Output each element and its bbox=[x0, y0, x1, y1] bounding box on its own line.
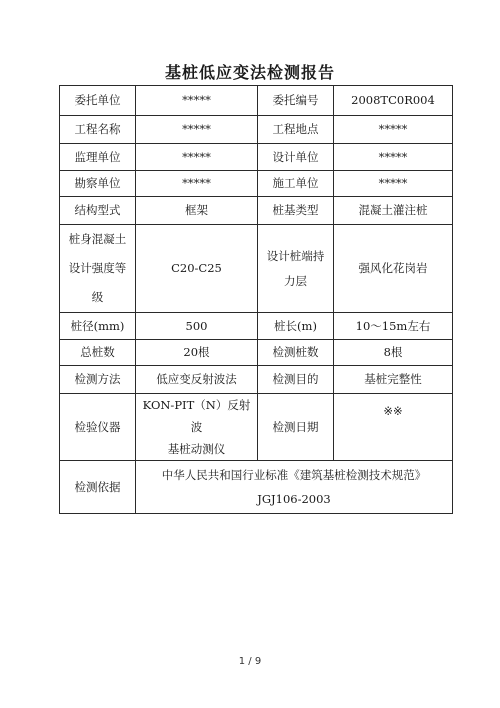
pile-length-value: 10～15m左右 bbox=[334, 313, 453, 340]
pile-diameter-value: 500 bbox=[136, 313, 258, 340]
tested-piles-value: 8根 bbox=[334, 340, 453, 366]
pile-type-value: 混凝土灌注桩 bbox=[334, 197, 453, 225]
concrete-grade-value: C20-C25 bbox=[136, 225, 258, 313]
table-row bbox=[60, 86, 453, 116]
designer-value: ***** bbox=[334, 144, 453, 171]
surveyor-label: 勘察单位 bbox=[60, 171, 136, 197]
instrument-label: 检验仪器 bbox=[60, 394, 136, 461]
basis-label: 检测依据 bbox=[60, 461, 136, 514]
test-method-label: 检测方法 bbox=[60, 366, 136, 394]
bearing-layer-label-line: 力层 bbox=[284, 273, 307, 288]
table-row bbox=[60, 197, 453, 225]
table-row bbox=[60, 313, 453, 340]
concrete-grade-label bbox=[60, 225, 136, 313]
bearing-layer-label-line: 设计桩端持 bbox=[266, 248, 325, 263]
basis-value-line: JGJ106-2003 bbox=[257, 492, 331, 506]
total-piles-label: 总桩数 bbox=[60, 340, 136, 366]
instrument-value-line: 基桩动测仪 bbox=[167, 442, 226, 456]
test-date-label: 检测日期 bbox=[258, 394, 334, 461]
table-row bbox=[60, 171, 453, 197]
test-purpose-label: 检测目的 bbox=[258, 366, 334, 394]
table-row bbox=[60, 144, 453, 171]
test-date-value: ※※ bbox=[334, 394, 453, 461]
report-table bbox=[59, 85, 453, 514]
concrete-grade-label-line: 设计强度等 bbox=[68, 261, 127, 275]
project-name-label: 工程名称 bbox=[60, 116, 136, 144]
test-method-value: 低应变反射波法 bbox=[136, 366, 258, 394]
project-site-label: 工程地点 bbox=[258, 116, 334, 144]
project-site-value: ***** bbox=[334, 116, 453, 144]
page-number: 1 / 9 bbox=[238, 656, 262, 667]
structure-type-label: 结构型式 bbox=[60, 197, 136, 225]
instrument-value bbox=[136, 394, 258, 461]
basis-value bbox=[136, 461, 453, 514]
pile-length-label: 桩长(m) bbox=[258, 313, 334, 340]
supervisor-label: 监理单位 bbox=[60, 144, 136, 171]
total-piles-value: 20根 bbox=[136, 340, 258, 366]
supervisor-value: ***** bbox=[136, 144, 258, 171]
tested-piles-label: 检测桩数 bbox=[258, 340, 334, 366]
bearing-layer-label bbox=[258, 225, 334, 313]
commission-no-label: 委托编号 bbox=[258, 86, 334, 116]
surveyor-value: ***** bbox=[136, 171, 258, 197]
structure-type-value: 框架 bbox=[136, 197, 258, 225]
concrete-grade-label-line: 桩身混凝土 bbox=[68, 232, 127, 246]
pile-diameter-label: 桩径(mm) bbox=[60, 313, 136, 340]
project-name-value: ***** bbox=[136, 116, 258, 144]
client-value: ***** bbox=[136, 86, 258, 116]
constructor-value: ***** bbox=[334, 171, 453, 197]
bearing-layer-value: 强风化花岗岩 bbox=[334, 225, 453, 313]
designer-label: 设计单位 bbox=[258, 144, 334, 171]
page-title: 基桩低应变法检测报告 bbox=[164, 63, 335, 82]
table-row bbox=[60, 340, 453, 366]
constructor-label: 施工单位 bbox=[258, 171, 334, 197]
instrument-value-line: KON-PIT（N）反射波 bbox=[142, 398, 251, 434]
table-row bbox=[60, 461, 453, 514]
test-purpose-value: 基桩完整性 bbox=[334, 366, 453, 394]
table-row bbox=[60, 116, 453, 144]
pile-type-label: 桩基类型 bbox=[258, 197, 334, 225]
concrete-grade-label-line: 级 bbox=[91, 290, 104, 304]
basis-value-line: 中华人民共和国行业标准《建筑基桩检测技术规范》 bbox=[161, 468, 427, 482]
client-label: 委托单位 bbox=[60, 86, 136, 116]
table-row bbox=[60, 366, 453, 394]
commission-no-value: 2008TC0R004 bbox=[334, 86, 453, 116]
table-row bbox=[60, 394, 453, 461]
table-row bbox=[60, 225, 453, 313]
